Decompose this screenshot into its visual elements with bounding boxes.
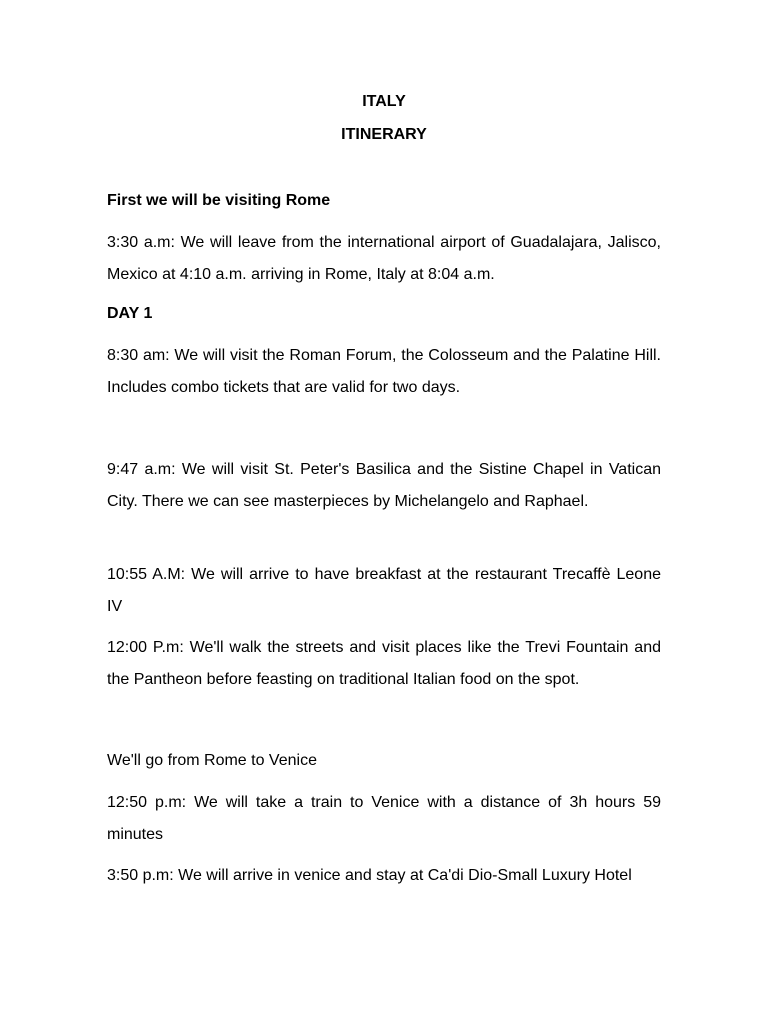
- document-title-itinerary: ITINERARY: [341, 126, 427, 143]
- streets-paragraph: 12:00 P.m: We'll walk the streets and visit places like the Trevi Fountain and the Pantheon before feasting on traditional Italian food on the spot.: [107, 639, 661, 688]
- roman-forum-paragraph: 8:30 am: We will visit the Roman Forum, the Colosseum and the Palatine Hill. Includes combo tickets that are valid for two days.: [107, 347, 661, 396]
- day-1-heading: DAY 1: [107, 305, 153, 322]
- breakfast-paragraph: 10:55 A.M: We will arrive to have breakfast at the restaurant Trecaffè Leone IV: [107, 566, 661, 615]
- venice-heading: We'll go from Rome to Venice: [107, 752, 317, 769]
- document-title-country: ITALY: [362, 93, 406, 110]
- rome-heading: First we will be visiting Rome: [107, 192, 331, 209]
- hotel-paragraph: 3:50 p.m: We will arrive in venice and stay at Ca'di Dio-Small Luxury Hotel: [107, 867, 632, 884]
- vatican-paragraph: 9:47 a.m: We will visit St. Peter's Basilica and the Sistine Chapel in Vatican City. There we can see masterpieces by Michelangelo and Raphael.: [107, 461, 661, 510]
- departure-paragraph: 3:30 a.m: We will leave from the international airport of Guadalajara, Jalisco, Mexico at 4:10 a.m. arriving in Rome, Italy at 8:04 a.m.: [107, 234, 661, 283]
- train-paragraph: 12:50 p.m: We will take a train to Venice with a distance of 3h hours 59 minutes: [107, 794, 661, 843]
